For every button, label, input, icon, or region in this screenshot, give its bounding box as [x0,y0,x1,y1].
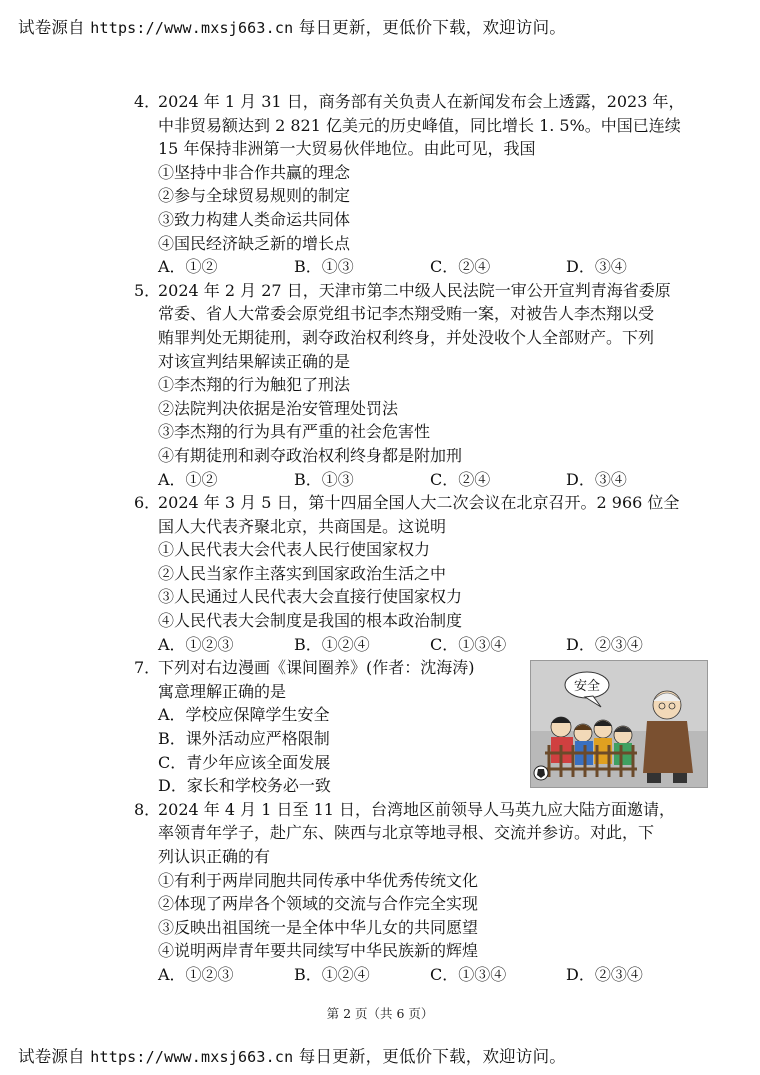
question-5 [122,279,722,491]
statement-item: ②体现了两岸各个领域的交流与合作完全实现 [158,894,479,914]
question-6 [122,491,722,656]
option-a[interactable]: A．①②③ [158,964,234,984]
statement-item: ①人民代表大会代表人民行使国家权力 [158,540,431,560]
question-7 [122,656,722,798]
question-number: 4． [134,92,161,111]
banner-url[interactable]: https://www.mxsj663.cn [90,1048,294,1066]
question-number: 6． [134,493,161,513]
question-text-line: 贿罪判处无期徒刑，剥夺政治权利终身，并处没收个人全部财产。下列 [158,327,655,347]
question-text-line: 列认识正确的有 [158,847,271,866]
question-text-line: 对该宣判结果解读正确的是 [158,351,351,371]
question-number: 7． [134,658,161,678]
option-b[interactable]: B．课外活动应严格限制 [158,729,330,749]
speech-bubble-text: 安全 [573,679,601,695]
option-b[interactable]: B．①③ [294,469,354,489]
statement-item: ①李杰翔的行为触犯了刑法 [158,375,351,395]
statement-item: ④有期徒刑和剥夺政治权利终身都是附加刑 [158,445,463,465]
banner-url[interactable]: https://www.mxsj663.cn [90,19,294,37]
option-c[interactable]: C．①③④ [430,964,507,984]
answer-options [122,255,722,279]
question-text-line: 寓意理解正确的是 [158,681,287,701]
question-text-line: 下列对右边漫画《课间圈养》(作者：沈海涛) [158,658,475,678]
option-b[interactable]: B．①②④ [294,964,370,984]
statement-item: ②参与全球贸易规则的制定 [158,186,351,206]
banner-prefix: 试卷源自 [18,18,91,37]
option-d[interactable]: D．②③④ [566,634,643,654]
answer-options [122,963,722,987]
option-a[interactable]: A．①② [158,469,218,489]
question-text-line: 15 年保持非洲第一大贸易伙伴地位。由此可见，我国 [158,139,536,159]
question-text-line: 2024 年 2 月 27 日，天津市第二中级人民法院一审公开宣判青海省委原 [158,280,671,300]
statement-item: ①有利于两岸同胞共同传承中华优秀传统文化 [158,870,479,890]
question-text-line: 率领青年学子，赴广东、陕西与北京等地寻根、交流并参访。对此，下 [158,823,655,843]
statement-item: ④人民代表大会制度是我国的根本政治制度 [158,611,463,631]
banner-prefix: 试卷源自 [18,1047,91,1066]
banner-suffix: 每日更新，更低价下载，欢迎访问。 [293,1047,566,1066]
question-text-line: 常委、省人大常委会原党组书记李杰翔受贿一案，对被告人李杰翔以受 [158,304,655,324]
statement-item: ④国民经济缺乏新的增长点 [158,233,351,253]
statement-item: ③人民通过人民代表大会直接行使国家权力 [158,587,463,607]
question-list [122,90,722,987]
statement-item: ①坚持中非合作共赢的理念 [158,162,351,182]
option-c[interactable]: C．②④ [430,257,491,277]
option-a[interactable]: A．学校应保障学生安全 [158,705,330,725]
option-c[interactable]: C．②④ [430,469,491,489]
question-8 [122,798,722,987]
option-a[interactable]: A．①②③ [158,634,234,654]
answer-options [122,468,722,492]
question-text-line: 2024 年 4 月 1 日至 11 日，台湾地区前领导人马英九应大陆方面邀请， [158,799,676,819]
option-d[interactable]: D．③④ [566,469,627,489]
option-d[interactable]: D．③④ [566,257,627,277]
question-number: 5． [134,280,161,300]
option-b[interactable]: B．①③ [294,257,354,277]
statement-item: ④说明两岸青年要共同续写中华民族新的辉煌 [158,941,479,961]
statement-item: ③反映出祖国统一是全体中华儿女的共同愿望 [158,917,479,937]
question-text-line: 2024 年 1 月 31 日，商务部有关负责人在新闻发布会上透露，2023 年， [158,92,685,111]
question-text-line: 国人大代表齐聚北京，共商国是。这说明 [158,516,447,536]
statement-item: ②人民当家作主落实到国家政治生活之中 [158,563,447,583]
bottom-banner [18,1043,566,1067]
answer-options [122,633,722,657]
banner-suffix: 每日更新，更低价下载，欢迎访问。 [293,18,566,37]
statement-item: ③李杰翔的行为具有严重的社会危害性 [158,422,431,442]
question-number: 8． [134,799,161,819]
statement-item: ②法院判决依据是治安管理处罚法 [158,398,399,418]
question-4 [122,90,722,279]
option-a[interactable]: A．①② [158,257,218,277]
question-text-line: 中非贸易额达到 2 821 亿美元的历史峰值，同比增长 1. 5%。中国已连续 [158,115,681,135]
statement-item: ③致力构建人类命运共同体 [158,209,351,229]
question-text-line: 2024 年 3 月 5 日，第十四届全国人大二次会议在北京召开。2 966 位全 [158,493,680,513]
option-b[interactable]: B．①②④ [294,634,370,654]
cartoon-image [530,660,708,788]
option-c[interactable]: C．①③④ [430,634,507,654]
option-d[interactable]: D．家长和学校务必一致 [158,776,331,796]
option-d[interactable]: D．②③④ [566,964,643,984]
option-c[interactable]: C．青少年应该全面发展 [158,752,331,772]
top-banner [18,14,566,38]
page-footer: 第 2 页（共 6 页） [326,1006,434,1021]
